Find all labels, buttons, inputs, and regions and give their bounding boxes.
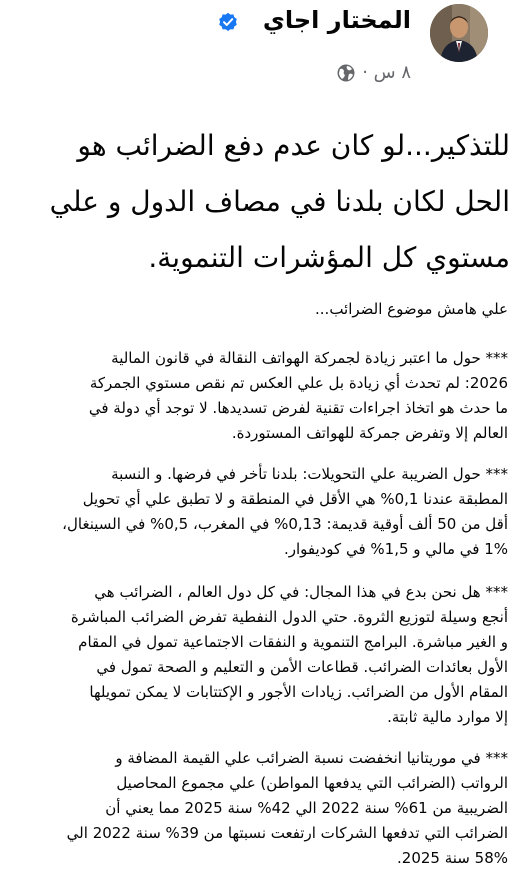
post-intro: علي هامش موضوع الضرائب... xyxy=(315,300,508,318)
post-time[interactable]: ٨ س · xyxy=(362,62,411,83)
paragraph-line: ما حدث هو اتخاذ اجراءات تقنية لفرض تسديدها. لا توجد أي دولة في xyxy=(88,399,508,417)
paragraph-line: العالم إلا وتفرض جمركة للهواتف المستوردة. xyxy=(231,424,508,442)
paragraph-line: و الغير مباشرة. البرامج التنموية و النفقات الاجتماعية تمول في المقام xyxy=(78,633,508,651)
paragraph-line: 1% في مالي و 1,5% في كوديفوار. xyxy=(283,540,508,558)
headline-line: مستوي كل المؤشرات التنموية. xyxy=(148,241,510,274)
post-paragraph xyxy=(71,580,508,730)
post-paragraph xyxy=(67,746,508,871)
verified-badge-icon xyxy=(218,12,238,32)
post-paragraph xyxy=(89,346,508,446)
paragraph-line: *** حول الضريبة علي التحويلات: بلدنا تأخر في فرضها. و النسبة xyxy=(111,465,508,483)
author-name[interactable]: المختار اجاي xyxy=(262,6,411,34)
paragraph-line: 58% سنة 2025. xyxy=(397,849,508,867)
headline-line: الحل لكان بلدنا في مصاف الدول و علي xyxy=(49,185,510,218)
paragraph-line: أقل من 50 ألف أوقية قديمة: 0,13% في المغرب، 0,5% في السينغال، xyxy=(62,515,508,533)
headline-line: للتذكير...لو كان عدم دفع الضرائب هو xyxy=(77,129,510,162)
paragraph-line: *** حول ما اعتبر زيادة لجمركة الهواتف النقالة في قانون المالية xyxy=(111,349,508,367)
post-headline xyxy=(0,118,510,286)
paragraph-line: *** في موريتانيا انخفضت نسبة الضرائب علي القيمة المضافة و xyxy=(115,749,508,767)
post-header xyxy=(0,0,516,100)
post-meta xyxy=(336,62,411,83)
paragraph-line: المقام الأول من الضرائب. زيادات الأجور و الإكتتابات لا يمكن تمويلها xyxy=(89,683,508,701)
globe-icon[interactable] xyxy=(336,63,356,83)
paragraph-line: المطبقة عندنا 0,1% هي الأقل في المنطقة و لا تطبق علي أي تحويل xyxy=(82,490,508,508)
paragraph-line: الضريبية من 61% سنة 2022 الي 42% سنة 2025 مما يعني أن xyxy=(105,799,508,817)
avatar[interactable] xyxy=(430,4,488,62)
paragraph-line: إلا موارد مالية ثابتة. xyxy=(387,708,508,726)
paragraph-line: الضرائب التي تدفعها الشركات ارتفعت نسبتها من 39% سنة 2022 الي xyxy=(66,824,508,842)
paragraph-line: الأول بعائدات الضرائب. قطاعات الأمن و التعليم و الصحة تمول في xyxy=(96,658,508,676)
paragraph-line: أنجع وسيلة لتوزيع الثروة. حتي الدول النفطية تفرض الضرائب المباشرة xyxy=(70,608,508,626)
paragraph-line: 2026: لم تحدث أي زيادة بل علي العكس تم نقص مستوي الجمركة xyxy=(89,374,508,392)
post-paragraph xyxy=(62,462,508,562)
paragraph-line: الرواتب (الضرائب التي يدفعها المواطن) علي مجموع المحاصيل xyxy=(116,774,508,792)
paragraph-line: *** هل نحن بدع في هذا المجال: في كل دول العالم ، الضرائب هي xyxy=(94,583,508,601)
